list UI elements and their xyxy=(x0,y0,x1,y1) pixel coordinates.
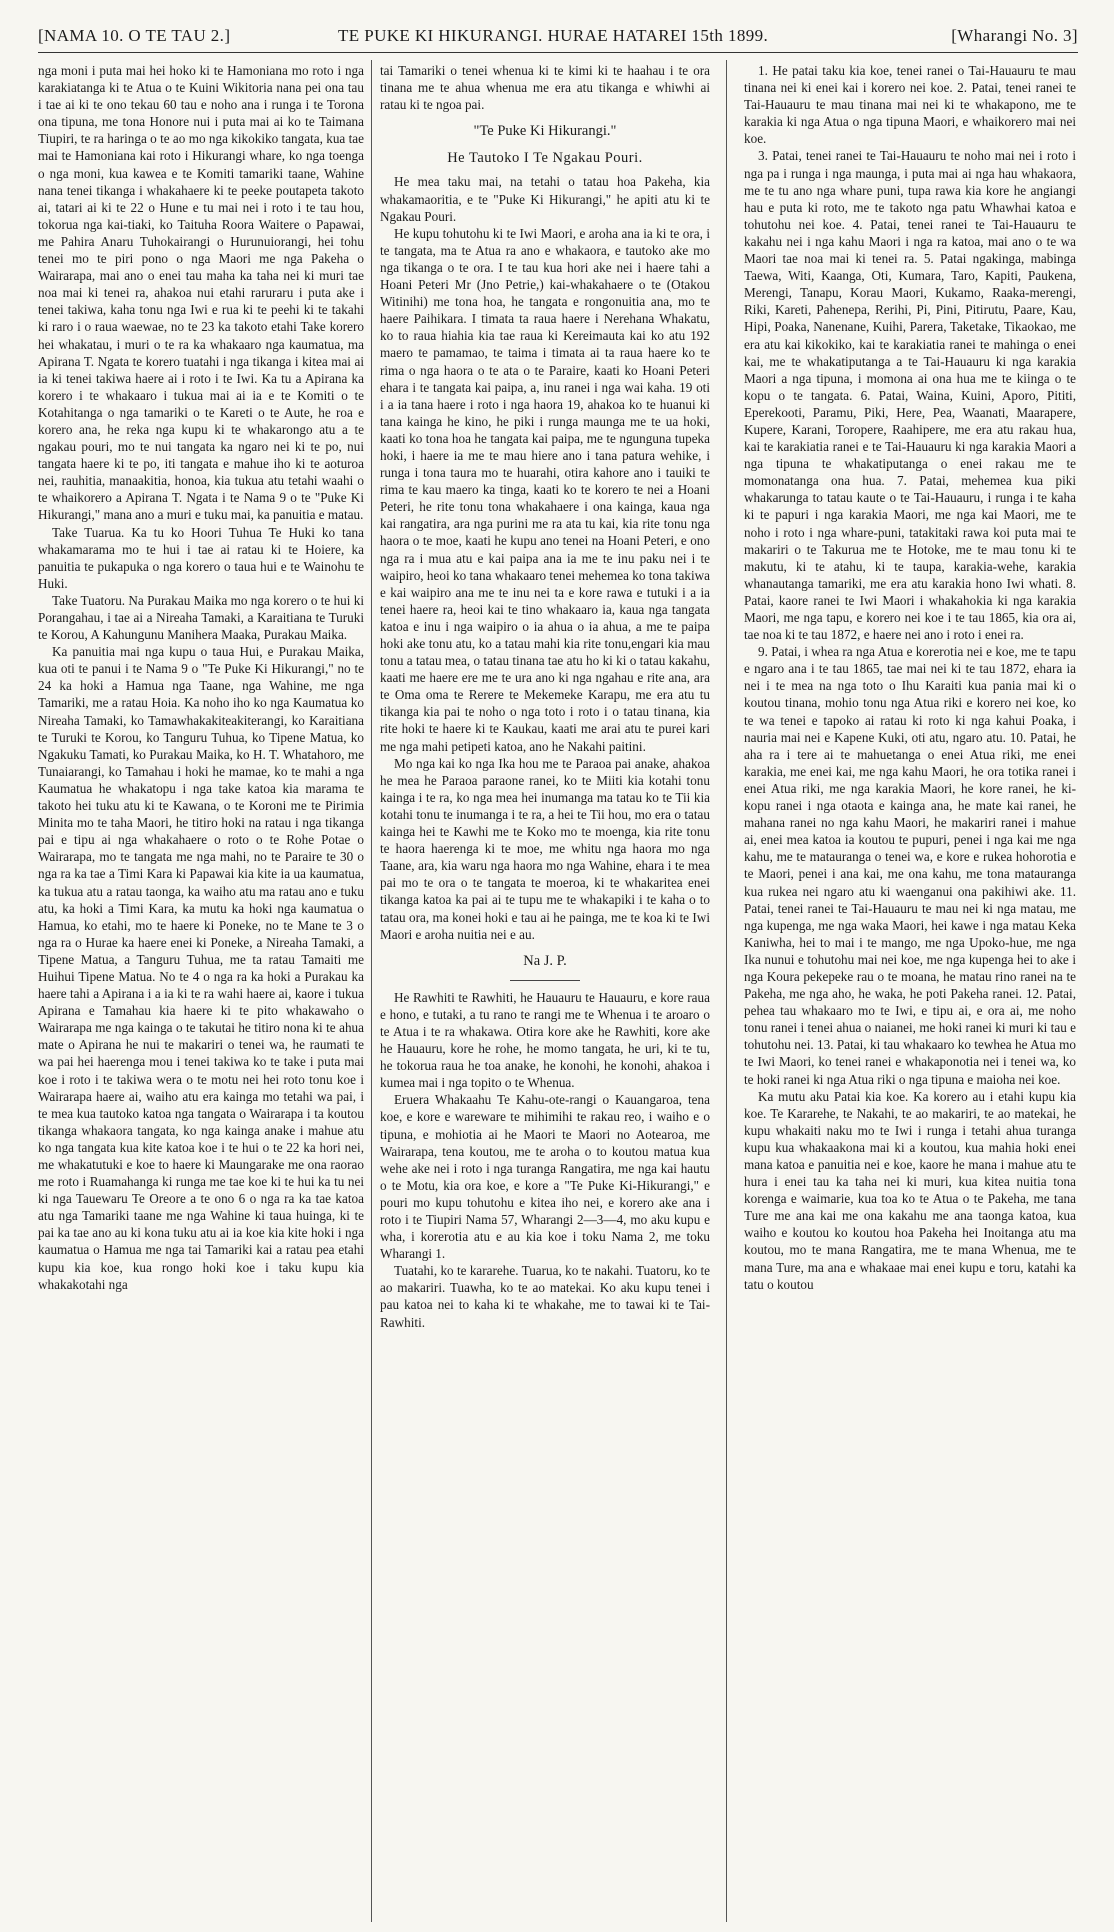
issue-number: [NAMA 10. O TE TAU 2.] xyxy=(38,26,231,45)
paragraph: Eruera Whakaahu Te Kahu-ote-rangi o Kauangaroa, tena koe, e kore e wareware te mihimihi te rakau reo, i waiho e o tipuna, e mohiotia ai he Maori te Maori no Aotearoa, me Wairarapa, tena koutou, me te aroha o to koutou matua kua wehe ake nei i roto i nga turanga Rangatira, me nga kai hautu o te Motu, kia ora koe, e kore a "Te Puke Ki-Hikurangi," e pouri mo kupu tohutohu e kitea iho nei, e korero ake ana i roto i te Tiupiri Nama 57, Wharangi 2—3—4, mo aku kupu e wha, i korerotia atu e au kia koe i toku Nama 2, me toku Wharangi 1. xyxy=(380,1092,710,1262)
signature: "Te Puke Ki Hikurangi." xyxy=(473,123,617,140)
newspaper-title-date: TE PUKE KI HIKURANGI. HURAE HATAREI 15th 1899. xyxy=(338,26,769,45)
column-divider xyxy=(726,60,727,1922)
paragraph: nga moni i puta mai hei hoko ki te Hamoniana mo roto i nga karakiatanga ki te Atua o te Kuini Wikitoria nana pei ona tau i tae ai ki te ono tekau 60 tau e noho ana i runga i te Torona ona tipuna, me tona Honore nui i puta mai ai ko te Taimana Tiupiri, te ra haringa o te ao mo nga kikokiko tangata, kua tae mai te Hamoniana kai roto i Hikurangi whare, ko nga toenga o nga moni, kua kawea e te Komiti tamariki taane, Wahine nana tenei tikanga i whakahaere ki te peeke poutapeta takoto ai, tatari ai ki te 22 o Hune e tu mai nei i roto i te tau hou, tokorua nga kai-tiaki, ko Taituha Roora Waitere o Papawai, me Pahira Anaru Tuhokairangi o Hurunuiorangi, hei tohu tenei mo te piri pono o nga Maori me nga Pakeha o Wairarapa, mai ano o enei tau maha ka taha nei ki muri tae noa mai ki tenei ra, ahakoa nui etahi raruraru i puta ake i tenei takiwa, kaha tonu nga Iwi e rua ki te peehi ki te takahi ki raro i o raua waewae, no te 23 ka takoto etahi Take korero hei whakatau, i muri o te ra ka whakaaro nga kaumatua, ma Apirana T. Ngata te korero tuatahi i nga tikanga i kitea mai ai ia ki tenei takiwa haere ai i roto i te Iwi. Ka tu a Apirana ka korero i te whakaaro i tukua mai ai ia e te Komiti o te Kotahitanga o nga tamariki o te Kareti o te Aute, he roa e korero ana, he reka nga kupu ki te whakarongo atu a te ngakau pouri, mo te nui tangata ka ngaro nei ki te po, nui tangata haere ki te po, iti tangata e mahue iho ki te aoturoa nei, rauhitia, manaakitia, honoa, kia tukua atu tetahi waahi o te whaikorero a Apirana T. Ngata i te Nama 9 o te "Puke Ki Hikurangi," mana ano a muri e tuku mai, ka panuitia e matau. xyxy=(38,63,364,523)
section-rule xyxy=(510,980,580,981)
paragraph: He kupu tohutohu ki te Iwi Maori, e aroha ana ia ki te ora, i te tangata, ma te Atua ra ano e whakaora, e tautoko ake mo nga tikanga o te ora. I te tau kua hori ake nei i haere tahi a Hoani Peteri Mr (Jno Petrie,) kai-whakahaere o te (Otakou Witinihi) me tona hoa, he tangata e rongonuitia ana, mo te haere Paihikara. I timata ta raua haere i Nerehana Whakatu, ko to raua hiahia kia tae raua ki Kereimauta kai ko atu 192 maero te pamamao, te taima i timata ai ta raua haere ko te rima o nga haora o te ata o te Paraire, kaati ko Hoani Peteri ehara i te tangata kai paipa, a, inu ranei i nga wai kaha. 19 oti i a ia tana haere i roto i nga haora 19, ahakoa ko te huanui ki tana kainga he kino, he piki i runga maunga me te ua hoki, kaati ko tona hoa he tangata kai paipa, me te ngunguna tupeka hoki, i haere ia me te mau hiere ano i tana patura wehike, i runga i tona taura mo te huarahi, otira kahore ano i tauiki te rima te kau maero ka tinga, kaati ko te korero te nei a Hoani Peteri, he rite tonu tona whakahaere i ona kainga, kaua nga kai rangatira, ara nga purini me ra ata tu kai, kia rite tonu nga haora o te moe, kaati he kupu ano tenei na Hoani Peteri, e ono nga ra i mua atu e kai paipa ana ia me te inu paku nei i te waipiro, heoi ko tana whakaaro tenei mehemea ko tona takiwa e kai waipiro ana me te inu nei ta e kore rawa e tutuki i a ia tenei haere ra, heoi kai te tino whakaaro ia, kaua nga tangata katoa e inu i nga waipiro o ia ahua o ia ahua, a me te paipa hoki ake tonu atu, ko a tatau mahi kia rite tonu,engari kia mau tonu a tatau mea, o tatau tinana tae atu ho ki ki o tatau kakahu, kaati me haere ere me te ura ano ki nga ngahau e rite ana, ara te Oma oma te Rerere te Mekemeke Karapu, me era atu tu tikanga kia pai te noho o nga toto i roto i o tatau tinana, kia rite hoki te haere ki te Kaukau, kaati me arai atu te purei kari me nga mahi petipeti katoa, ano he Nakahi paitini. xyxy=(380,225,710,754)
paragraph: Ka mutu aku Patai kia koe. Ka korero au i etahi kupu kia koe. Te Kararehe, te Nakahi, te ao makariri, te ao matekai, he kupu whakaiti naku mo te Iwi i runga i tetahi ahua turanga kupu kua whakaakona mai ki a koutou, kua mahia hoki enei mana katoa e panuitia nei e koe, kaore he mana i mahue atu te hura i enei tau ka taha nei ki muri, kua kitea nuitia tona korenga e waimarie, kua toa ko te Atua o te Pakeha, me tana Ture me ana kai me ona kakahu me ana taonga katoa, kua waiho e koutou ko koutou hoa Pakeha hei Inoitanga atu ma koutou, mo te mana Rangatira, me te mana Whenua, me te mana Ture, ma ana e whakaae mai enei kupu e toru, katahi ka tatu o koutou xyxy=(744,1088,1076,1292)
page-number: [Wharangi No. 3] xyxy=(951,26,1078,45)
signature: Na J. P. xyxy=(523,952,567,969)
page-header xyxy=(38,22,1078,48)
column-3 xyxy=(744,62,1076,1922)
paragraph: 3. Patai, tenei ranei te Tai-Hauauru te noho mai nei i roto i nga pa i runga i nga maunga, i puta mai ai nga hau whakaora, me te tu ano nga whare puni, tupa rawa kia kore he angiangi hau e puta ki roto, me te takoto nga patu Whawhai katoa e tohutohu nei koe. 4. Patai, tenei ranei te Tai-Hauauru te kakahu nei i nga kahu Maori i nga ra katoa, mai ano o te wa Maori tae noa mai ki tenei ra. 5. Patai ngakinga, mabinga Taewa, Witi, Kaanga, Oti, Kumara, Taro, Kapiti, Paukena, Merengi, Tanapu, Korau Maori, Kukamo, Raaka-merengi, Riki, Kareti, Pahenepa, Rerihi, Pi, Pini, Pitirutu, Paare, Kau, Hipi, Poaka, Nanenane, Kuihi, Parera, Taketake, Tikaokao, me era atu kai kikokiko, kai te karakiatia ranei te mahinga o enei kai, me te whakatiputanga a te Tai-Hauauru ki nga karakia Maori a nga tipuna, i momona ai ona hua me te kiinga o te kopu o te tangata. 6. Patai, Waina, Kuini, Aporo, Pititi, Eperekooti, Paramu, Piki, Here, Pea, Waanati, Maarapere, Kupere, Karani, Toropere, Raahipere, me era atu rakau hua, kai te karakiatia ranei e te Tai-Hauauru ki nga karakia Maori a nga tipuna te whakatiputanga o enei rakau me te momonatanga ona hua. 7. Patai, mehemea kua piki whakarunga to tatau kaute o te Tai-Hauauru, i runga i te kaha ki te papuri i nga karakia Maori, me nga kai Maori, me te noho i roto i nga whare-puni, tatakitaki rawa koi puta mai te makariri o te Takurua me te Hotoke, me te mau tonu ki te makutu, ki te atahu, ki te taupa, karakia-wehe, karakia whanautanga tamariki, me era atu karakia hono Iwi whati. 8. Patai, kaore ranei te Iwi Maori i whakahokia ki nga karakia Maori, me nga tapu, e korero nei koe i te tau 1865, kia ora ai, tae noa ki te tau 1872, e haere nei ano i roto i enei ra. xyxy=(744,148,1076,643)
paragraph: Take Tuatoru. Na Purakau Maika mo nga korero o te hui ki Porangahau, i tae ai a Nireaha Tamaki, a Karaitiana te Turuki te Korou, A Kahungunu Manihera Maaka, Purakau Maika. xyxy=(38,592,364,643)
paragraph: He Rawhiti te Rawhiti, he Hauauru te Hauauru, e kore raua e hono, e tutaki, a tu rano te rangi me te Whenua i te aroaro o te Atua i te ra whakawa. Otira kore ake he Rawhiti, kore ake he Hauauru, kore he rohe, he momo tangata, he uri, ki te tu, he tokorua raua he toa anake, he konohi, he konohi, ahakoa i kumea mai i nga topito o te Whenua. xyxy=(380,989,710,1091)
paragraph: He mea taku mai, na tetahi o tatau hoa Pakeha, kia whakamaoritia, e te "Puke Ki Hikurangi," he apiti atu ki te Ngakau Pouri. xyxy=(380,174,710,224)
article-heading: He Tautoko I Te Ngakau Pouri. xyxy=(447,150,643,167)
paragraph: Take Tuarua. Ka tu ko Hoori Tuhua Te Huki ko tana whakamarama mo te hui i tae ai ratau ki te Hoiere, ka panuitia te pukapuka o nga korero o taua hui e te Wainohu te Huki. xyxy=(38,524,364,591)
paragraph: Mo nga kai ko nga Ika hou me te Paraoa pai anake, ahakoa he mea he Paraoa paraone ranei, ko te Miiti kia kotahi tonu kainga i te ra, ko nga mea hei inumanga ma tatau ko te Tii kia kotahi tonu te inumanga i te ra, a hei te Tii hou, mo era o tatau kainga hei te Kawhi me te Koko mo te moenga, kia rite tonu te haora haerenga ki te moe, me whitu nga haora mo nga Taane, ara, kia waru nga haora mo nga Wahine, ehara i te mea pai mo te ora o te tangata te moeroa, ki te whakaritea enei tikanga katoa ka pai ai te tupu me te whakapiki i te kaha o to tatau ora, ma konei hoki e tau ai he painga, me te koa ki te Iwi Maori e aroha nuitia nei e au. xyxy=(380,755,710,942)
paragraph: 1. He patai taku kia koe, tenei ranei o Tai-Hauauru te mau tinana nei ki enei kai i korero nei koe. 2. Patai, tenei ranei te Tai-Hauauru te mau tinana mai nei ki te whakapono, me te karakia ki nga Atua o nga tipuna Maori, e whaikorero mai nei koe. xyxy=(744,63,1076,147)
column-divider xyxy=(371,60,372,1922)
column-2 xyxy=(380,62,710,1922)
paragraph: Tuatahi, ko te kararehe. Tuarua, ko te nakahi. Tuatoru, ko te ao makariri. Tuawha, ko te ao matekai. Ko aku kupu tenei i pau katoa nei to kaha ki te whakahe, me to tawai ki te Tai-Rawhiti. xyxy=(380,1263,710,1330)
column-1 xyxy=(38,62,364,1922)
paragraph: tai Tamariki o tenei whenua ki te kimi ki te haahau i te ora tinana me te ahua whenua me era atu tikanga e whiwhi ai ratau ki te ngoa pai. xyxy=(380,63,710,113)
header-rule xyxy=(38,52,1078,53)
paragraph: 9. Patai, i whea ra nga Atua e korerotia nei e koe, me te tapu e ngaro ana i te tau 1865, tae mai nei ki te tau 1872, ehara ia nei i te mea na nga toto o Ihu Karaiti kua pania mai ki o koutou tinana, mohio tonu nga Atua riki e korero nei koe, ko te wa tenei e tapoko ai ratau ki roto ki nga kahui Poaka, i nauria mai nei e Kapene Kuki, oti atu, ngaro atu. 10. Patai, he aha ra i tere ai te mahuetanga o enei Atua riki, me enei karakia, me enei kai, me nga kahu Maori, he ora totika ranei i enei Atua riki, me nga karakia Maori, he kore ranei, he ki-kopu ranei i nga otaota e kainga ana, he mate kai ranei, he mahana ranei no nga kahu Maori, he makariri ranei i mahue ai, enei mea katoa ia koutou te pupuri, penei i nga kai me nga kahu, me te matauranga o tenei wa, e kore e rukea hohorotia e te Maori, penei i ana kai, me ona kahu, me tona matauranga kua rukea nei ngaro atu ki waenganui ona pakihiwi ake. 11. Patai, tenei ranei te Tai-Hauauru te mau nei ki nga matau, me nga kupenga, me nga waka Maori, hei kawe i nga matau Keka Kaniwha, hei to mai i te mango, me nga Upoko-hue, me nga Ika nunui e tohutohu mai nei koe, me nga kupenga hei to ake i nga Koura pekepeke rau o te moana, he matau rino ranei na te Pakeha, me nga aho, he waka, he poti Pakeha ranei. 12. Patai, pehea tau whakaaro mo te Iwi, e tipu ai, e ora ai, me noho tonu ranei i tenei ahua o naianei, me hoki ranei ki muri ki tau e tohutohu nei. 13. Patai, ki tau whakaaro ko tewhea he Atua mo te Iwi Maori, ko tenei ranei e whakaponotia nei i tenei wa, ko te hoki ranei ki nga Atua riki o nga tipuna e maioha nei koe. xyxy=(744,644,1076,1087)
paragraph: Ka panuitia mai nga kupu o taua Hui, e Purakau Maika, kua oti te panui i te Nama 9 o "Te Puke Ki Hikurangi," no te 24 ka hoki a Hamua nga Taane, nga Wahine, me nga Tamariki, me a ratau Hoia. Ka noho iho ko nga Kaumatua ko Nireaha Tamaki, ko Tamawhakakiteakiterangi, ko Karaitiana te Turuki te Korou, ko Tanguru Tuhua, ko Tipene Matua, ko Ngakuku Tamati, ko Purakau Maika, ko H. T. Whatahoro, me Tunaiarangi, ko Tamahau i hoki he mamae, ko te mahi a nga Kaumatua he whakatopu i nga take katoa kia marama te takoto hei tuku atu ki te Kawana, o te Koroni me te Pirimia Minita mo te taha Maori, he titiro hoki na ratau i nga tikanga pai e tipu ai nga whakahaere o roto o te Rohe Potae o Wairarapa, mo te tangata me nga mahi, no te Paraire te 30 o nga ra ka tae a Timi Kara ki Papawai kia kite ia ua kaumatua, ka tukua atu a ratau taonga, ka waiho atu ma ratau ano e tuku atu, ka hoki a Timi Kara, ka mutu ka hoki nga kaumatua o Hamua, ko etahi, mo te haere ki Poneke, no te Mane te 3 o nga ra o Hurae ka haere enei ki Poneke, a Nireaha Tamaki, a Tipene Matua, a Tanguru Tuhua, me ta ratau Tamaiti me Huihui Tipene Matua. No te 4 o nga ra ka hoki a Purakau ka haere tahi a Apirana i a ia ki te ra wahi haere ai, kaore i tukua Apirana e Tamahau kia haere ki te pito whakawaho o Wairarapa me nga kainga o te takutai he titiro nona ki te ahua mate o Apirana he nui te makariri o tenei wa, he raumati te wa pai hei haerenga mou i tenei takiwa ko te take i puta mai koe i roto i te takiwa wera o te motu nei hei roto tonu koe i Wairarapa haere ai, waiho atu era kainga mo tetahi wa pai, i te mea kua tautoko katoa nga tangata o Wairarapa i ta koutou tikanga whakaora tangata, ko nga kainga anake i mahue atu ko nga tangata kua kite katoa koe i te hui o te 22 ka hori nei, me whakatutuki e koe to haere ki Maungarake me ona raorao me roto i Ruamahanga ki runga me tae koe ki te hui ka tu nei ki nga Tauewaru Te Oreore a te ono 6 o nga ra ka tae katoa atu nga Tamariki taane me nga Wahine ki taua huinga, ki te pai ka tae ano au ki kona tuku atu ai ia koe kia kite hoki i nga kaumatua o Hamua me nga tai Tamariki kai a ratau pea etahi kupu kia koe, kua rongo hoki koe i taku kupu kia whakakotahi nga xyxy=(38,644,364,1292)
